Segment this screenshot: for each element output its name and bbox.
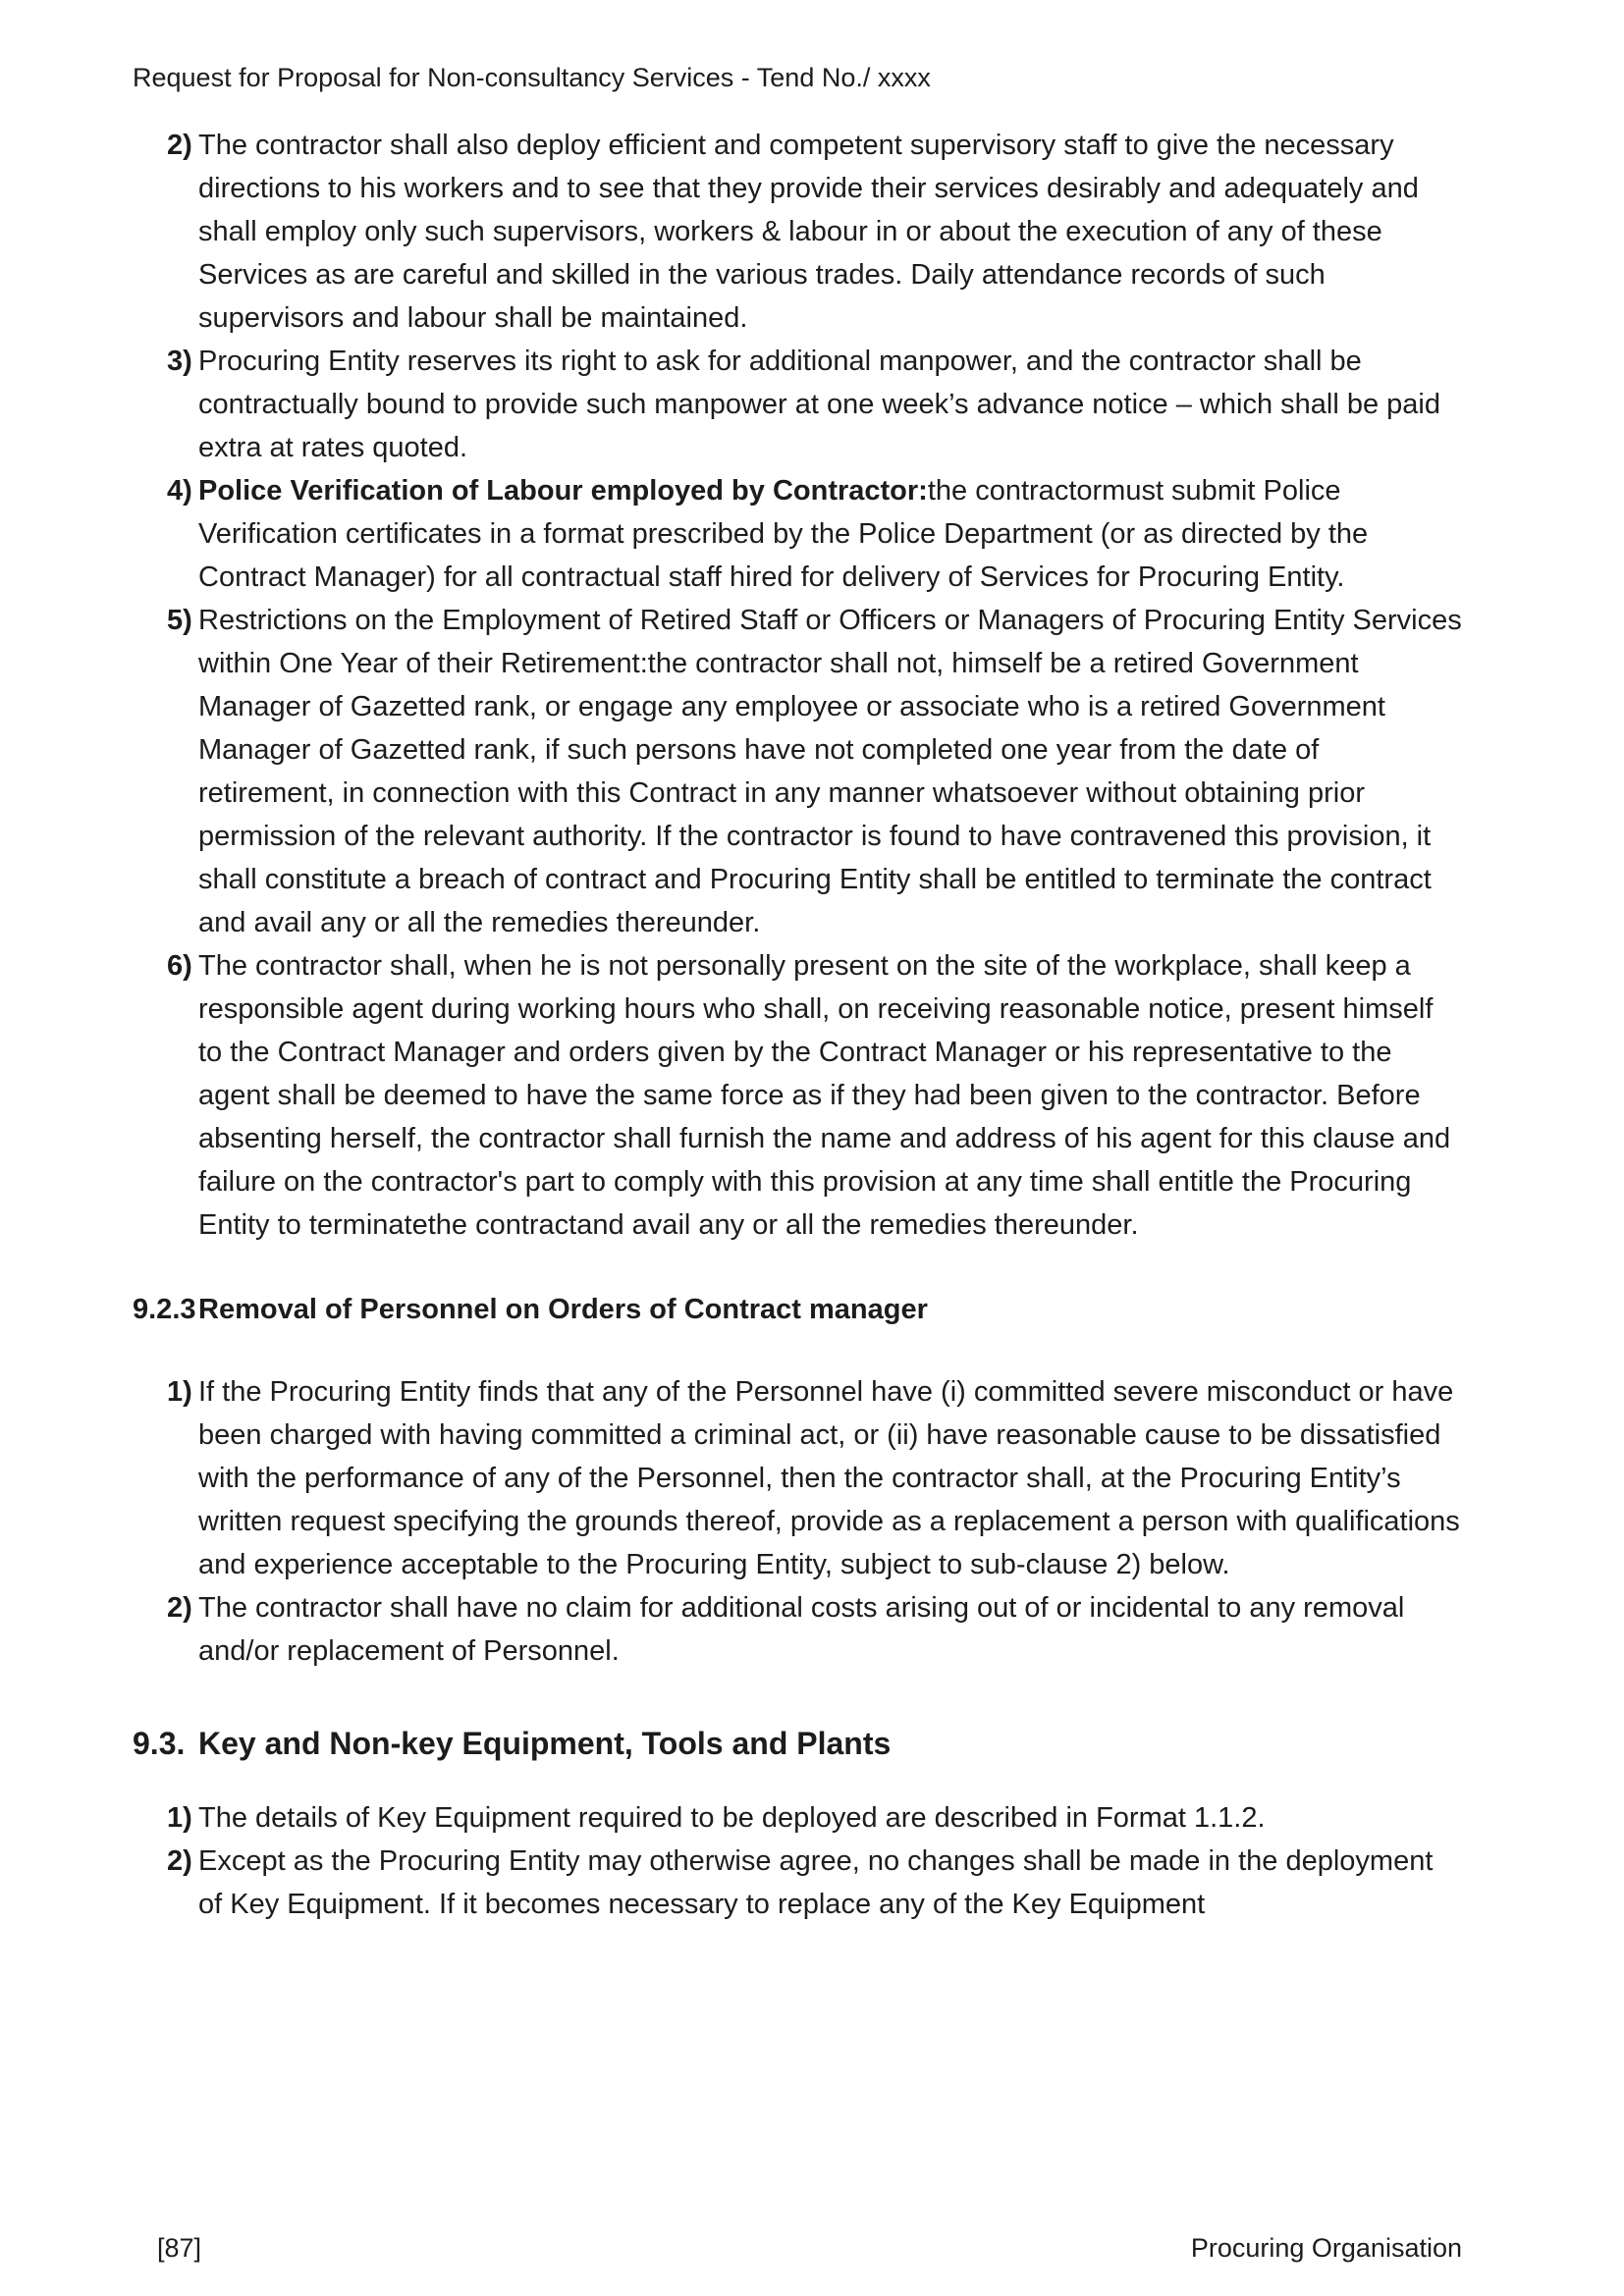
section-heading-9-3 [133,1720,1462,1767]
page-number: [87] [157,2233,202,2263]
footer-organisation: Procuring Organisation [1190,2233,1462,2263]
equipment-clause-list [133,1796,1462,1926]
list-item-number: 3) [167,346,192,377]
section-title: Removal of Personnel on Orders of Contract manager [198,1294,928,1325]
list-item-text: The contractor shall, when he is not personally present on the site of the workplace, shall keep a responsible agent during working hours who shall, on receiving reasonable notice, present himself to the Contract Manager and orders given by the Contract Manager or his representative to the agent shall be deemed to have the same force as if they had been given to the contractor. Before absenting herself, the contractor shall furnish the name and address of his agent for this clause and failure on the contractor's part to comply with this provision at any time shall entitle the Procuring Entity to terminatethe contractand avail any or all the remedies thereunder. [198,950,1451,1241]
document-body [133,124,1462,1926]
list-item [133,599,1462,944]
list-item-text: If the Procuring Entity finds that any of the Personnel have (i) committed severe misconduct or have been charged with having committed a criminal act, or (ii) have reasonable cause to be dissatisfied with the performance of any of the Personnel, then the contractor shall, at the Procuring Entity’s written request specifying the grounds thereof, provide as a replacement a person with qualifications and experience acceptable to the Procuring Entity, subject to sub-clause 2) below. [198,1376,1460,1580]
list-item-number: 2) [167,1845,192,1877]
page-header [133,61,1462,94]
list-item-number: 4) [167,475,192,507]
list-item [133,1370,1462,1586]
section-number: 9.3. [133,1726,186,1761]
list-item-number: 6) [167,950,192,982]
list-item-text: The details of Key Equipment required to be deployed are described in Format 1.1.2. [198,1802,1266,1834]
list-item [133,1796,1462,1840]
list-item-text: Restrictions on the Employment of Retired Staff or Officers or Managers of Procuring Entity Services within One Year of their Retirement:the contractor shall not, himself be a retired Government Manager of Gazetted rank, or engage any employee or associate who is a retired Government Manager of Gazetted rank, if such persons have not completed one year from the date of retirement, in connection with this Contract in any manner whatsoever without obtaining prior permission of the relevant authority. If the contractor is found to have contravened this provision, it shall constitute a breach of contract and Procuring Entity shall be entitled to terminate the contract and avail any or all the remedies thereunder. [198,605,1462,938]
header-title: Request for Proposal for Non-consultancy Services - Tend No./ xxxx [133,63,931,92]
list-item [133,1586,1462,1673]
list-item-number: 2) [167,130,192,161]
section-number: 9.2.3 [133,1294,196,1325]
list-item [133,124,1462,340]
list-item-number: 2) [167,1592,192,1624]
list-item [133,1840,1462,1926]
list-item-text: Procuring Entity reserves its right to ask for additional manpower, and the contractor shall be contractually bound to provide such manpower at one week’s advance notice – which shall be paid extra at rates quoted. [198,346,1440,463]
clause-rest: the contractormust submit Police Verification certificates in a format prescribed by the Police Department (or as directed by the Contract Manager) for all contractual staff hired for delivery of Services for Procuring Entity. [198,475,1369,593]
list-item [133,944,1462,1247]
section-title: Key and Non-key Equipment, Tools and Plants [198,1726,892,1761]
list-item-number: 1) [167,1802,192,1834]
list-item-text [198,475,1368,593]
labour-clause-list [133,124,1462,1247]
list-item-text: The contractor shall also deploy efficient and competent supervisory staff to give the necessary directions to his workers and to see that they provide their services desirably and adequately and shall employ only such supervisors, workers & labour in or about the execution of any of these Services as are careful and skilled in the various trades. Daily attendance records of such supervisors and labour shall be maintained. [198,130,1419,334]
page-footer [157,2231,1462,2265]
list-item-text: The contractor shall have no claim for additional costs arising out of or incidental to any removal and/or replacement of Personnel. [198,1592,1405,1667]
list-item-number: 5) [167,605,192,636]
list-item [133,469,1462,599]
list-item-number: 1) [167,1376,192,1408]
list-item [133,340,1462,469]
list-item-text: Except as the Procuring Entity may otherwise agree, no changes shall be made in the deployment of Key Equipment. If it becomes necessary to replace any of the Key Equipment [198,1845,1434,1920]
section-heading-9-2-3 [133,1288,1462,1331]
removal-clause-list [133,1370,1462,1673]
clause-bold-lead: Police Verification of Labour employed by Contractor: [198,475,928,507]
